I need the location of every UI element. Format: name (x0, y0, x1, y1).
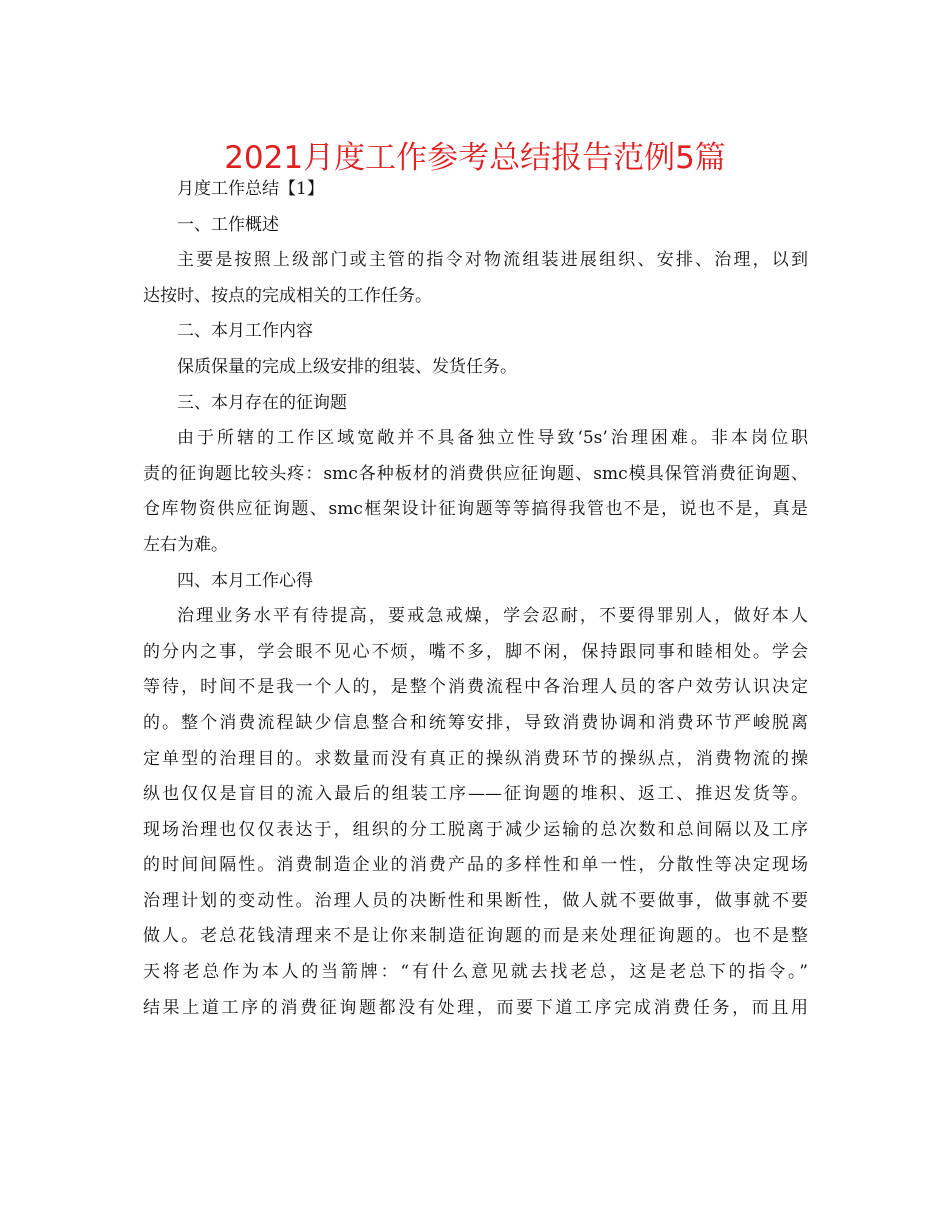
section-heading-experience: 四、本月工作心得 (177, 570, 313, 591)
paragraph-line: 结果上道工序的消费征询题都没有处理，而要下道工序完成消费任务，而且用 (143, 997, 808, 1018)
paragraph-line: 现场治理也仅仅表达于，组织的分工脱离于减少运输的总次数和总间隔以及工序 (143, 819, 808, 840)
section-heading-problems: 三、本月存在的征询题 (177, 392, 347, 413)
section-heading-overview: 一、工作概述 (177, 214, 279, 235)
paragraph-line: 天将老总作为本人的当箭牌：“有什么意见就去找老总，这是老总下的指令。” (143, 962, 808, 983)
paragraph-line: 主要是按照上级部门或主管的指令对物流组装进展组织、安排、治理，以到 (177, 250, 808, 271)
paragraph-line: 做人。老总花钱清理来不是让你来制造征询题的而是来处理征询题的。也不是整 (143, 926, 808, 947)
paragraph-line: 达按时、按点的完成相关的工作任务。 (143, 285, 432, 306)
paragraph-line: 等待，时间不是我一个人的，是整个消费流程中各治理人员的客户效劳认识决定 (143, 677, 808, 698)
paragraph-line: 的时间间隔性。消费制造企业的消费产品的多样性和单一性，分散性等决定现场 (143, 855, 808, 876)
paragraph-line: 仓库物资供应征询题、smc框架设计征询题等等搞得我管也不是，说也不是，真是 (143, 499, 808, 520)
section-heading-monthly-summary-1: 月度工作总结【1】 (177, 179, 324, 199)
paragraph-line: 由于所辖的工作区域宽敞并不具备独立性导致‘5s’治理困难。非本岗位职 (177, 428, 808, 449)
section-heading-work-content: 二、本月工作内容 (177, 321, 313, 342)
paragraph-line: 的。整个消费流程缺少信息整合和统筹安排，导致消费协调和消费环节严峻脱离 (143, 712, 808, 733)
paragraph-line: 定单型的治理目的。求数量而没有真正的操纵消费环节的操纵点，消费物流的操 (143, 748, 808, 769)
paragraph-line: 责的征询题比较头疼：smc各种板材的消费供应征询题、smc模具保管消费征询题、 (143, 463, 808, 484)
paragraph-line: 纵也仅仅是盲目的流入最后的组装工序——征询题的堆积、返工、推迟发货等。 (143, 784, 808, 805)
paragraph-line: 的分内之事，学会眼不见心不烦，嘴不多，脚不闲，保持跟同事和睦相处。学会 (143, 641, 808, 662)
paragraph-line: 左右为难。 (143, 534, 228, 555)
document-title: 2021月度工作参考总结报告范例5篇 (224, 140, 726, 176)
paragraph-line: 保质保量的完成上级安排的组装、发货任务。 (177, 356, 517, 377)
paragraph-line: 治理业务水平有待提高，要戒急戒燥，学会忍耐，不要得罪别人，做好本人 (177, 606, 808, 627)
paragraph-line: 治理计划的变动性。治理人员的决断性和果断性，做人就不要做事，做事就不要 (143, 890, 808, 911)
document-body (143, 172, 808, 1026)
